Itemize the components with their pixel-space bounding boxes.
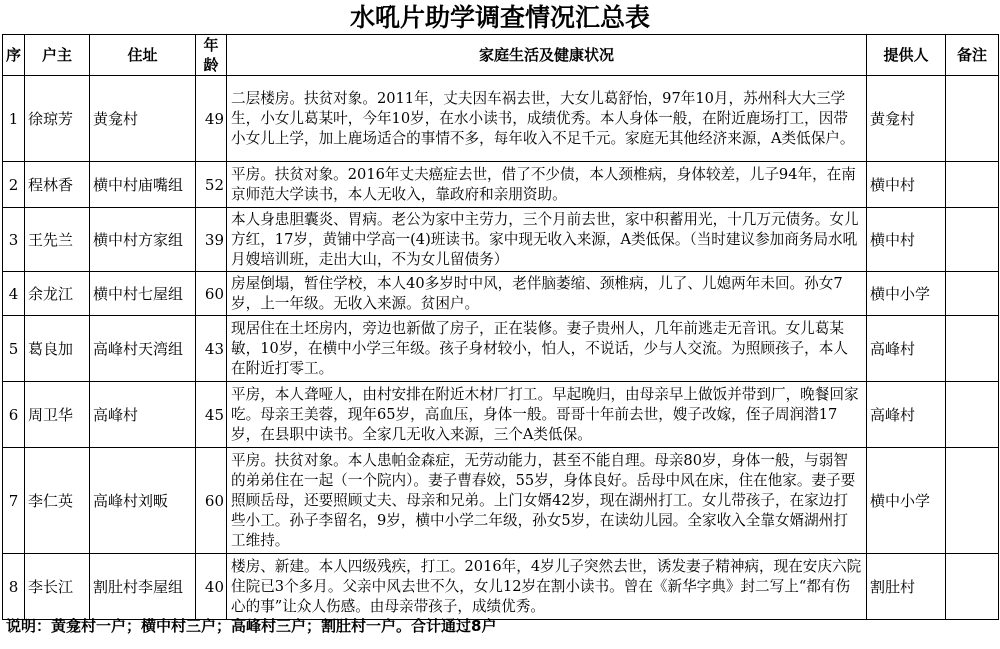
row-name: 余龙江 (25, 272, 90, 316)
row-provider: 黄龛村 (867, 76, 946, 162)
row-age: 49 (196, 76, 227, 162)
row-description: 平房，本人聋哑人，由村安排在附近木材厂打工。早起晚归，由母亲早上做饭并带到厂，晚餐回家吃。母亲王美蓉，现年65岁，高血压，身体一般。哥哥十年前去世，嫂子改嫁，侄子周润潜17岁，在县职中读书。全家几无收入来源，三个A类低保。 (227, 382, 867, 448)
row-address: 割肚村李屋组 (90, 554, 196, 620)
row-address: 横中村庙嘴组 (90, 162, 196, 208)
row-name: 徐琼芳 (25, 76, 90, 162)
header-provider: 提供人 (867, 35, 946, 76)
row-address: 高峰村天湾组 (90, 316, 196, 382)
footer-note: 说明：黄龛村一户；横中村三户；高峰村三户；割肚村一户。合计通过8户 (6, 617, 497, 635)
row-provider: 高峰村 (867, 316, 946, 382)
row-index: 1 (3, 76, 25, 162)
row-provider: 横中小学 (867, 272, 946, 316)
row-note (946, 554, 999, 620)
row-note (946, 316, 999, 382)
row-description: 房屋倒塌，暂住学校，本人40多岁时中风，老伴脑萎缩、颈椎病，儿了、儿媳两年未回。孙女7岁，上一年级。无收入来源。贫困户。 (227, 272, 867, 316)
row-age: 43 (196, 316, 227, 382)
header-age: 年龄 (196, 35, 227, 76)
header-index: 序 (3, 35, 25, 76)
header-name: 户主 (25, 35, 90, 76)
table-row (3, 76, 999, 162)
row-name: 葛良加 (25, 316, 90, 382)
page-title: 水吼片助学调查情况汇总表 (349, 3, 650, 32)
row-description: 平房。扶贫对象。2016年丈夫癌症去世，借了不少债，本人颈椎病，身体较差，儿子94年，在南京师范大学读书，本人无收入，靠政府和亲朋资助。 (227, 162, 867, 208)
row-address: 高峰村 (90, 382, 196, 448)
row-age: 45 (196, 382, 227, 448)
table-row (3, 382, 999, 448)
table-row (3, 162, 999, 208)
table-row (3, 554, 999, 620)
row-name: 王先兰 (25, 208, 90, 272)
table-row (3, 272, 999, 316)
row-note (946, 382, 999, 448)
row-age: 60 (196, 448, 227, 554)
row-age: 40 (196, 554, 227, 620)
row-description: 本人身患胆囊炎、胃病。老公为家中主劳力，三个月前去世，家中积蓄用光，十几万元债务。女儿方红，17岁，黄铺中学高一(4)班读书。家中现无收入来源，A类低保。（当时建议参加商务局水吼月嫂培训班，走出大山，不为女儿留债务） (227, 208, 867, 272)
header-description: 家庭生活及健康状况 (227, 35, 867, 76)
row-address: 高峰村刘畈 (90, 448, 196, 554)
row-description: 楼房、新建。本人四级残疾，打工。2016年，4岁儿子突然去世，诱发妻子精神病，现在安庆六院住院已3个多月。父亲中风去世不久，女儿12岁在割小读书。曾在《新华字典》封二写上“都有伤心的事”让众人伤感。由母亲带孩子，成绩优秀。 (227, 554, 867, 620)
row-provider: 横中小学 (867, 448, 946, 554)
row-index: 3 (3, 208, 25, 272)
row-description: 现居住在土坯房内，旁边也新做了房子，正在装修。妻子贵州人，几年前逃走无音讯。女儿葛某敏，10岁，在横中小学三年级。孩子身材较小，怕人，不说话，少与人交流。为照顾孩子，本人在附近打零工。 (227, 316, 867, 382)
row-index: 6 (3, 382, 25, 448)
row-index: 5 (3, 316, 25, 382)
row-note (946, 208, 999, 272)
row-index: 2 (3, 162, 25, 208)
row-name: 李仁英 (25, 448, 90, 554)
table-row (3, 316, 999, 382)
row-name: 李长江 (25, 554, 90, 620)
header-note: 备注 (946, 35, 999, 76)
row-description: 平房。扶贫对象。本人患帕金森症，无劳动能力，甚至不能自理。母亲80岁，身体一般，与弱智的弟弟住在一起（一个院内）。妻子曹春姣，55岁，身体良好。岳母中风在床，住在他家。妻子要照顾岳母，还要照顾丈夫、母亲和兄弟。上门女婿42岁，现在湖州打工。女儿带孩子，在家边打些小工。孙子李留名，9岁，横中小学二年级，孙女5岁，在读幼儿园。全家收入全靠女婿湖州打工维持。 (227, 448, 867, 554)
row-age: 52 (196, 162, 227, 208)
row-address: 横中村七屋组 (90, 272, 196, 316)
row-name: 程林香 (25, 162, 90, 208)
row-index: 8 (3, 554, 25, 620)
row-note (946, 162, 999, 208)
table-row (3, 208, 999, 272)
row-age: 39 (196, 208, 227, 272)
header-address: 住址 (90, 35, 196, 76)
row-note (946, 448, 999, 554)
survey-table (2, 34, 999, 620)
table-row (3, 448, 999, 554)
row-provider: 割肚村 (867, 554, 946, 620)
row-index: 4 (3, 272, 25, 316)
row-note (946, 76, 999, 162)
row-index: 7 (3, 448, 25, 554)
row-address: 横中村方家组 (90, 208, 196, 272)
row-description: 二层楼房。扶贫对象。2011年，丈夫因车祸去世，大女儿葛舒怡，97年10月，苏州科大大三学生，小女儿葛某叶，今年10岁，在水小读书，成绩优秀。本人身体一般，在附近鹿场打工，因带小女儿上学，加上鹿场适合的事情不多，每年收入不足千元。家庭无其他经济来源，A类低保户。 (227, 76, 867, 162)
table-header-row (3, 35, 999, 76)
row-provider: 横中村 (867, 208, 946, 272)
row-name: 周卫华 (25, 382, 90, 448)
row-age: 60 (196, 272, 227, 316)
row-provider: 横中村 (867, 162, 946, 208)
row-address: 黄龛村 (90, 76, 196, 162)
row-note (946, 272, 999, 316)
row-provider: 高峰村 (867, 382, 946, 448)
